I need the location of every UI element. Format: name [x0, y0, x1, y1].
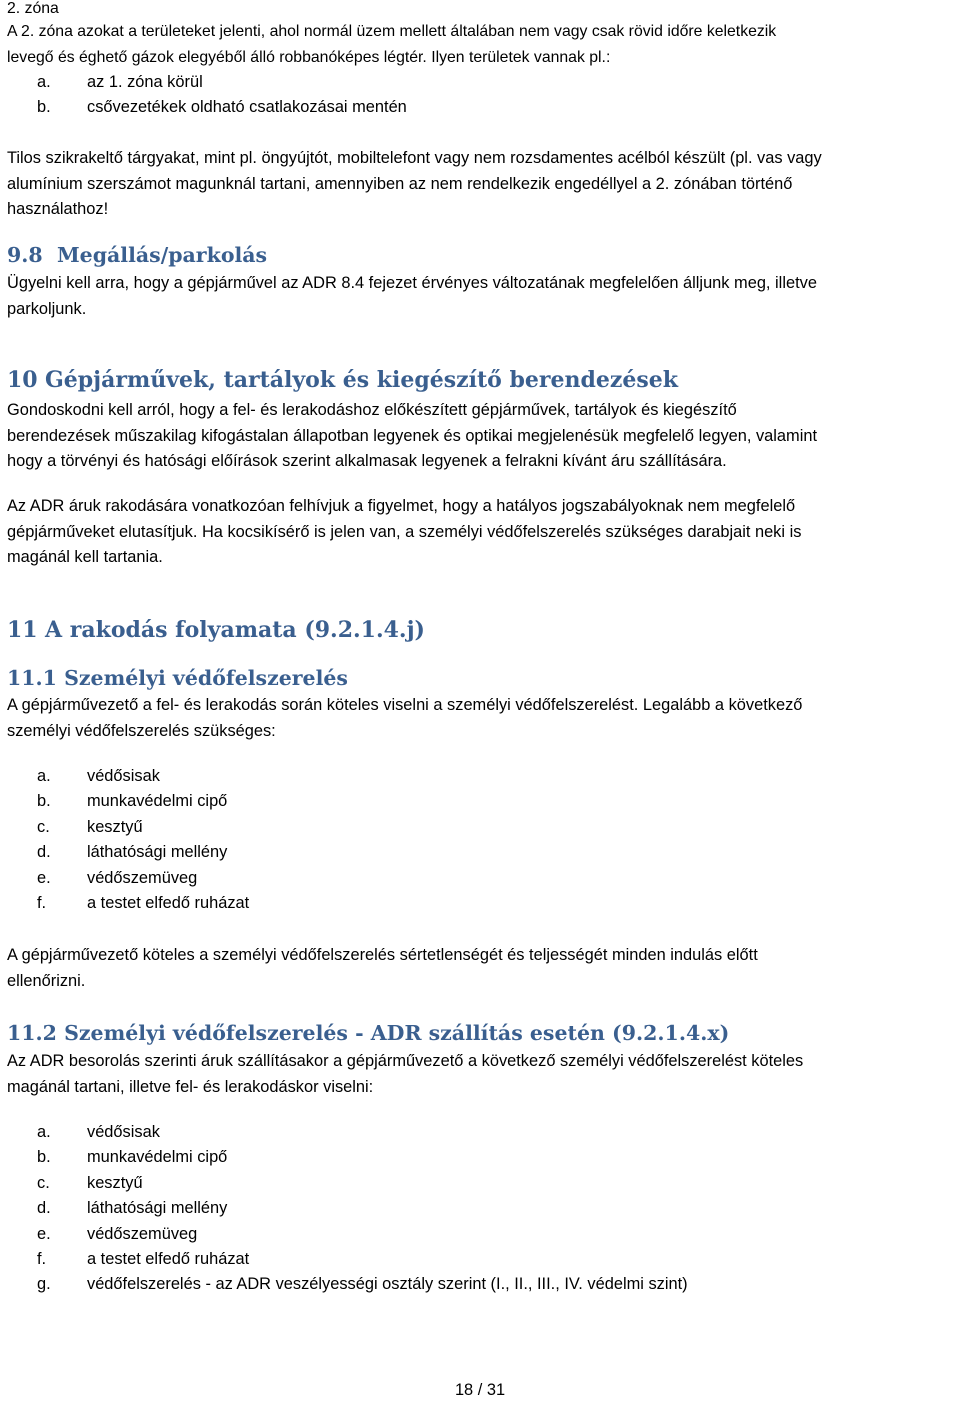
- list-item-text: láthatósági mellény: [87, 1199, 228, 1218]
- paragraph-line: használathoz!: [7, 200, 109, 218]
- list-item: [37, 1222, 688, 1247]
- section-number: 11: [7, 617, 38, 643]
- list-item: [37, 1120, 688, 1145]
- paragraph-line: A gépjárművezető köteles a személyi védőfelszerelés sértetlenségét és teljességét minden indulás előtt: [7, 946, 758, 964]
- section-title: A rakodás folyamata (9.2.1.4.j): [45, 617, 425, 643]
- list-item-text: a testet elfedő ruházat: [87, 893, 250, 912]
- ppe-list: [37, 764, 249, 916]
- paragraph-line: Az ADR besorolás szerinti áruk szállításakor a gépjárművezető a következő személyi védőfelszerelést köteles: [7, 1052, 804, 1070]
- list-marker: g.: [37, 1275, 51, 1294]
- section-number: 11.2: [7, 1021, 57, 1045]
- list-item: [37, 789, 249, 814]
- paragraph-line: magánál tartani, illetve fel- és lerakodáskor viselni:: [7, 1077, 374, 1096]
- list-item: [37, 1272, 688, 1297]
- list-item: [37, 815, 249, 840]
- list-marker: c.: [37, 817, 50, 836]
- list-item-text: kesztyű: [87, 1173, 143, 1192]
- zone2-heading-text: 2. zóna: [7, 0, 59, 17]
- list-item-text: védősisak: [87, 767, 160, 785]
- paragraph-line: A gépjárművezető a fel- és lerakodás során köteles viselni a személyi védőfelszerelést. Legalább a következő: [7, 696, 803, 714]
- list-item: [37, 866, 249, 891]
- list-item-text: kesztyű: [87, 817, 143, 836]
- section-heading-11: [7, 617, 425, 643]
- list-marker: c.: [37, 1173, 50, 1192]
- paragraph-line: parkoljunk.: [7, 299, 87, 318]
- ppe-intro-paragraph: [7, 693, 955, 744]
- section-heading-11-1: [7, 666, 348, 690]
- parking-paragraph: [7, 271, 955, 322]
- paragraph-line: Gondoskodni kell arról, hogy a fel- és lerakodáshoz előkészített gépjárművek, tartályok és kiegészítő: [7, 401, 737, 419]
- section-heading-11-2: [7, 1021, 729, 1045]
- paragraph-line: gépjárműveket elutasítjuk. Ha kocsikísérő is jelen van, a személyi védőfelszerelés szükséges darabjait neki is: [7, 522, 802, 541]
- sparking-paragraph: [7, 146, 955, 223]
- section-heading-10: [7, 367, 678, 393]
- list-item-text: védőszemüveg: [87, 868, 198, 887]
- adr-ppe-intro-paragraph: [7, 1049, 955, 1100]
- paragraph-line: Ügyelni kell arra, hogy a gépjárművel az ADR 8.4 fejezet érvényes változatának megfelelően álljunk meg, illetve: [7, 274, 817, 292]
- section-title: Gépjárművek, tartályok és kiegészítő berendezések: [45, 367, 678, 393]
- list-item: [37, 70, 407, 95]
- list-item: [37, 95, 407, 120]
- list-item: [37, 1196, 688, 1221]
- section-title: Megállás/parkolás: [56, 243, 268, 267]
- list-marker: e.: [37, 868, 51, 887]
- list-marker: a.: [37, 1123, 51, 1141]
- paragraph-line: Az ADR áruk rakodására vonatkozóan felhívjuk a figyelmet, hogy a hatályos jogszabályoknak nem megfelelő: [7, 497, 796, 515]
- list-item-text: védősisak: [87, 1123, 160, 1141]
- section-heading-9-8: [7, 243, 267, 267]
- list-marker: d.: [37, 843, 51, 862]
- list-marker: a.: [37, 73, 51, 91]
- list-item-text: munkavédelmi cipő: [87, 792, 228, 811]
- adr-paragraph: [7, 494, 955, 571]
- list-marker: d.: [37, 1199, 51, 1218]
- zone2-paragraph: [7, 19, 955, 70]
- list-item-text: a testet elfedő ruházat: [87, 1249, 250, 1268]
- list-marker: a.: [37, 767, 51, 785]
- list-item-text: láthatósági mellény: [87, 843, 228, 862]
- section-number: 10: [7, 367, 38, 393]
- list-item: [37, 1171, 688, 1196]
- section-number: 9.8: [7, 243, 43, 267]
- list-item: [37, 840, 249, 865]
- list-marker: e.: [37, 1224, 51, 1243]
- list-item-text: védőfelszerelés - az ADR veszélyességi osztály szerint (I., II., III., IV. védelmi szint): [87, 1275, 688, 1294]
- paragraph-line: Tilos szikrakeltő tárgyakat, mint pl. öngyújtót, mobiltelefont vagy nem rozsdamentes acélból készült (pl. vas vagy: [7, 149, 822, 167]
- list-marker: b.: [37, 98, 51, 117]
- section-number: 11.1: [7, 666, 57, 690]
- paragraph-line: A 2. zóna azokat a területeket jelenti, ahol normál üzem mellett általában nem vagy csak rövid időre keletkezik: [7, 23, 777, 40]
- list-marker: f.: [37, 893, 47, 912]
- ppe-check-paragraph: [7, 943, 955, 994]
- paragraph-line: ellenőrizni.: [7, 971, 86, 990]
- paragraph-line: alumínium szerszámot magunknál tartani, amennyiben az nem rendelkezik engedéllyel a 2. zónában történő: [7, 174, 793, 193]
- list-item: [37, 1145, 688, 1170]
- list-item-text: az 1. zóna körül: [87, 73, 203, 91]
- page-number: 18 / 31: [454, 1381, 506, 1399]
- list-item: [37, 1247, 688, 1272]
- section-title: Személyi védőfelszerelés - ADR szállítás esetén (9.2.1.4.x): [64, 1021, 730, 1045]
- paragraph-line: hogy a törvényi és hatósági előírások szerint alkalmasak legyenek a felrakni kívánt áru szállítására.: [7, 452, 727, 470]
- paragraph-line: levegő és éghető gázok elegyéből álló robbanóképes légtér. Ilyen területek vannak pl.:: [7, 48, 611, 66]
- list-marker: b.: [37, 1148, 51, 1167]
- list-item-text: csővezetékek oldható csatlakozásai mentén: [87, 98, 407, 117]
- section-title: Személyi védőfelszerelés: [64, 666, 348, 690]
- list-item: [37, 764, 249, 789]
- adr-ppe-list: [37, 1120, 688, 1298]
- paragraph-line: berendezések műszakilag kifogástalan állapotban legyenek és optikai megjelenésük megfelelő legyen, valamint: [7, 426, 818, 445]
- vehicles-paragraph: [7, 398, 955, 475]
- list-marker: f.: [37, 1249, 47, 1268]
- paragraph-line: magánál kell tartania.: [7, 548, 163, 566]
- paragraph-line: személyi védőfelszerelés szükséges:: [7, 721, 276, 740]
- zone2-list: [37, 70, 407, 121]
- list-item: [37, 891, 249, 916]
- list-item-text: védőszemüveg: [87, 1224, 198, 1243]
- list-item-text: munkavédelmi cipő: [87, 1148, 228, 1167]
- list-marker: b.: [37, 792, 51, 811]
